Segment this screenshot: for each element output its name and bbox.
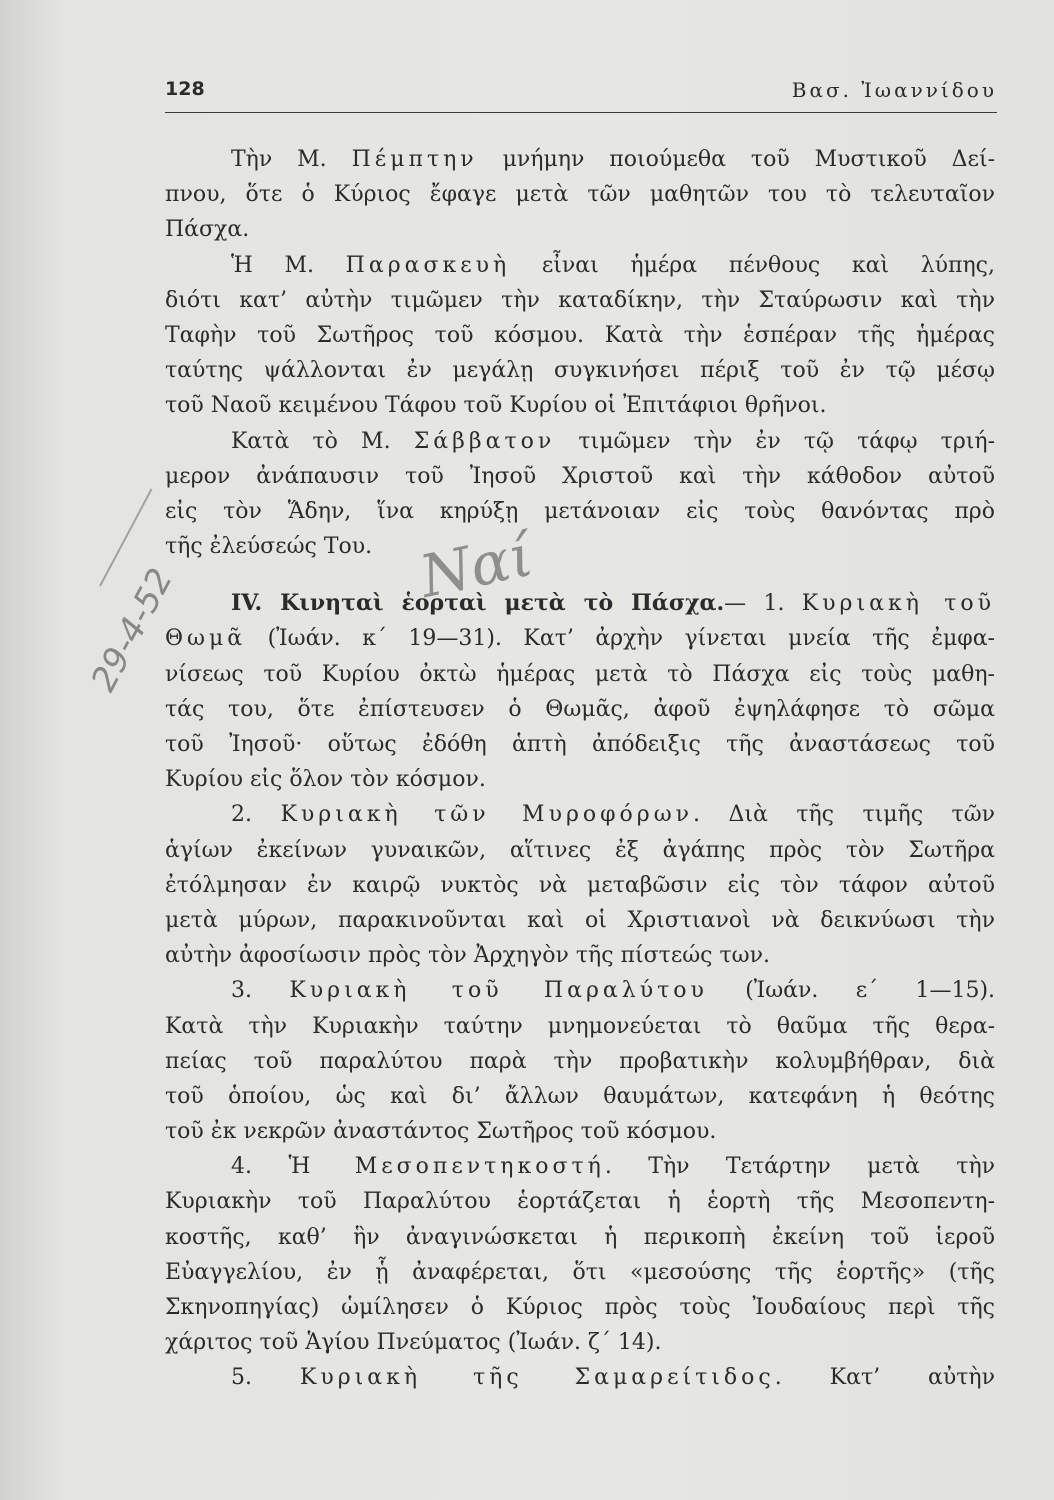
running-head: Βασ. Ἰωαννίδου: [791, 78, 997, 102]
text-line: 2. Κυριακὴ τῶν Μυροφόρων. Διὰ τῆς τιμῆς τῶν: [231, 802, 996, 828]
text-line: 5. Κυριακὴ τῆς Σαμαρείτιδος. Κατ’ αὐτὴν: [231, 1365, 995, 1391]
page-number: 128: [165, 78, 205, 100]
text-line: Θωμᾶ (Ἰωάν. κ΄ 19—31). Κατ’ ἀρχὴν γίνεται μνεία τῆς ἐμφα-: [165, 626, 995, 652]
text-line: ταύτης ψάλλονται ἐν μεγάλῃ συγκινήσει πέριξ τοῦ ἐν τῷ μέσῳ: [165, 358, 995, 384]
text-line: κοστῆς, καθ’ ἣν ἀναγινώσκεται ἡ περικοπὴ ἐκείνη τοῦ ἱεροῦ: [165, 1224, 995, 1250]
handwritten-note: Ναί: [414, 521, 539, 611]
text-line: Σκηνοπηγίας) ὡμίλησεν ὁ Κύριος πρὸς τοὺς Ἰουδαίους περὶ τῆς: [165, 1295, 995, 1320]
text-line: διότι κατ’ αὐτὴν τιμῶμεν τὴν καταδίκην, τὴν Σταύρωσιν καὶ τὴν: [165, 287, 995, 313]
text-line: τοῦ Ναοῦ κειμένου Τάφου τοῦ Κυρίου οἱ Ἐπιτάφιοι θρῆνοι.: [165, 393, 827, 419]
text-line: πείας τοῦ παραλύτου παρὰ τὴν προβατικὴν κολυμβήθραν, διὰ: [165, 1048, 995, 1074]
text-line: Εὐαγγελίου, ἐν ᾗ ἀναφέρεται, ὅτι «μεσούσης τῆς ἑορτῆς» (τῆς: [165, 1259, 995, 1285]
text-line: ἐτόλμησαν ἐν καιρῷ νυκτὸς νὰ μεταβῶσιν εἰς τὸν τάφον αὐτοῦ: [165, 872, 995, 898]
text-line: 4. Ἡ Μεσοπεντηκοστή. Τὴν Τετάρτην μετὰ τὴν: [231, 1154, 996, 1180]
text-line: Ἡ Μ. Παρασκευὴ εἶναι ἡμέρα πένθους καὶ λύπης,: [231, 252, 995, 278]
text-line: Ταφὴν τοῦ Σωτῆρος τοῦ κόσμου. Κατὰ τὴν ἑσπέραν τῆς ἡμέρας: [165, 322, 995, 348]
text-line: νίσεως τοῦ Κυρίου ὀκτὼ ἡμέρας μετὰ τὸ Πάσχα εἰς τοὺς μαθη-: [165, 661, 995, 687]
text-line: εἰς τὸν Ἅδην, ἵνα κηρύξῃ μετάνοιαν εἰς τοὺς θανόντας πρὸ: [165, 498, 995, 524]
text-line: 3. Κυριακὴ τοῦ Παραλύτου (Ἰωάν. ε΄ 1—15).: [231, 978, 996, 1004]
text-line: Κατὰ τὴν Κυριακὴν ταύτην μνημονεύεται τὸ θαῦμα τῆς θερα-: [165, 1013, 995, 1039]
section-heading-line: IV. Κινηταὶ ἑορταὶ μετὰ τὸ Πάσχα.— 1. Κυριακὴ τοῦ: [231, 590, 995, 617]
text-line: Τὴν Μ. Πέμπτην μνήμην ποιούμεθα τοῦ Μυστικοῦ Δεί-: [231, 147, 995, 172]
text-line: τοῦ ὁποίου, ὡς καὶ δι’ ἄλλων θαυμάτων, κατεφάνη ἡ θεότης: [165, 1083, 995, 1109]
text-line: ἁγίων ἐκείνων γυναικῶν, αἵτινες ἐξ ἀγάπης πρὸς τὸν Σωτῆρα: [165, 837, 995, 863]
text-line: μερον ἀνάπαυσιν τοῦ Ἰησοῦ Χριστοῦ καὶ τὴν κάθοδον αὐτοῦ: [165, 463, 995, 489]
text-line: τοῦ ἐκ νεκρῶν ἀναστάντος Σωτῆρος τοῦ κόσμου.: [165, 1119, 717, 1145]
section-heading: IV. Κινηταὶ ἑορταὶ μετὰ τὸ Πάσχα.: [231, 590, 725, 617]
text-line: πνου, ὅτε ὁ Κύριος ἔφαγε μετὰ τῶν μαθητῶν του τὸ τελευταῖον: [165, 182, 995, 208]
text-line: αὐτὴν ἀφοσίωσιν πρὸς τὸν Ἀρχηγὸν τῆς πίστεώς των.: [165, 943, 770, 969]
text-line: χάριτος τοῦ Ἁγίου Πνεύματος (Ἰωάν. ζ΄ 14).: [165, 1330, 662, 1356]
text-line: τῆς ἐλεύσεώς Του.: [165, 534, 373, 560]
text-line: Κυρίου εἰς ὅλον τὸν κόσμον.: [165, 767, 486, 793]
text-line: τάς του, ὅτε ἐπίστευσεν ὁ Θωμᾶς, ἀφοῦ ἐψηλάφησε τὸ σῶμα: [165, 696, 995, 722]
text-line: Κυριακὴν τοῦ Παραλύτου ἑορτάζεται ἡ ἑορτὴ τῆς Μεσοπεντη-: [165, 1189, 995, 1215]
text-line: Πάσχα.: [165, 217, 250, 243]
body-text: [165, 142, 995, 1396]
page-header: [165, 78, 997, 113]
handwritten-date: 29-4-52: [83, 562, 182, 698]
text-line: μετὰ μύρων, παρακινοῦνται καὶ οἱ Χριστιανοὶ νὰ δεικνύωσι τὴν: [165, 907, 995, 933]
text-line: Κατὰ τὸ Μ. Σάββατον τιμῶμεν τὴν ἐν τῷ τάφῳ τριή-: [231, 428, 996, 454]
text-line: τοῦ Ἰησοῦ· οὕτως ἐδόθη ἁπτὴ ἀπόδειξις τῆς ἀναστάσεως τοῦ: [165, 732, 995, 757]
